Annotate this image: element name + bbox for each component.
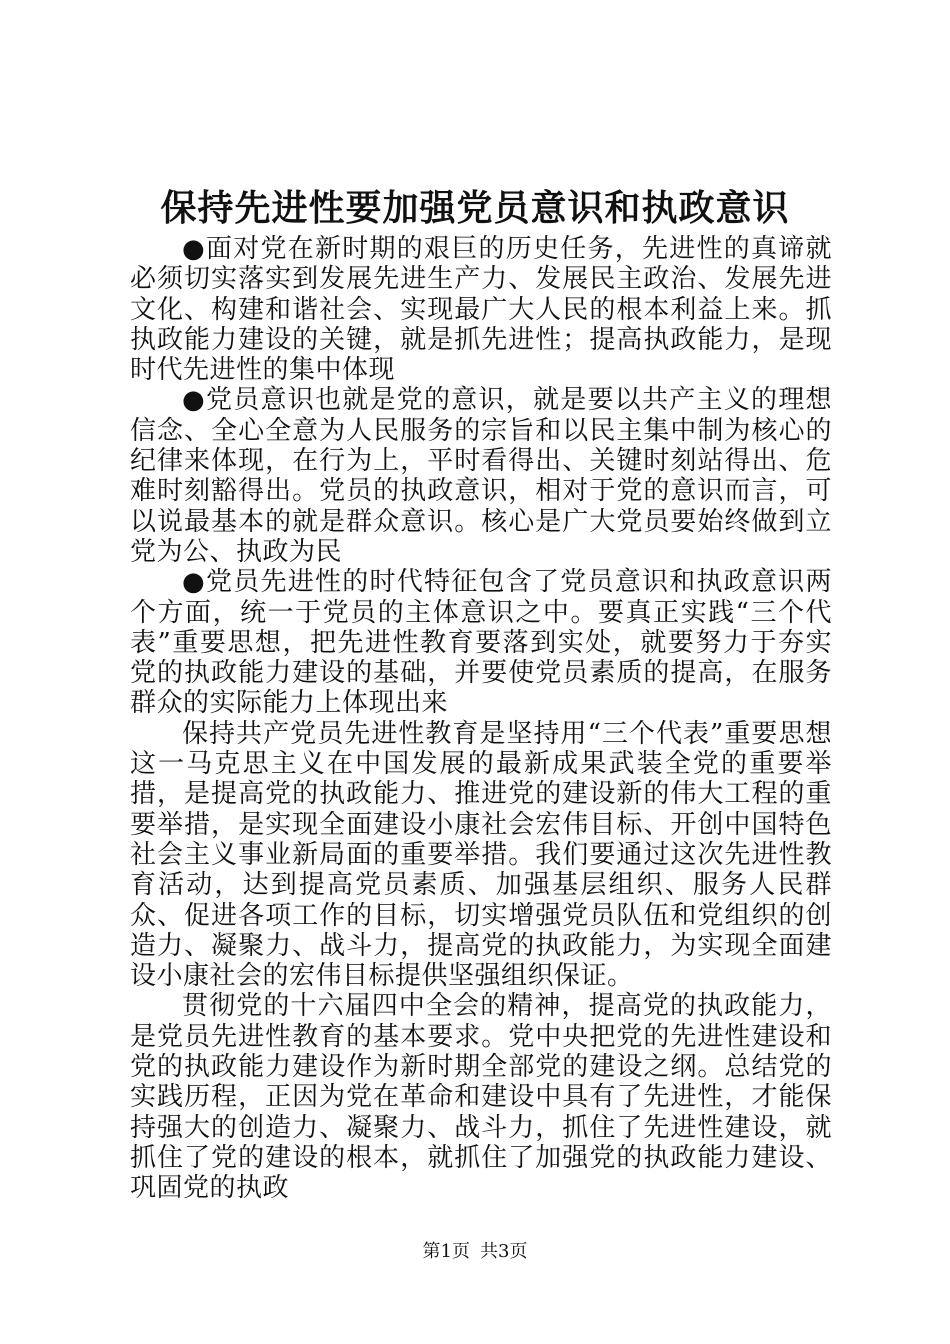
document-title: 保持先进性要加强党员意识和执政意识 [160, 187, 790, 229]
paragraph-4: 保持共产党员先进性教育是坚持用“三个代表”重要思想这一马克思主义在中国发展的最新成果武装全党的重要举措，是提高党的执政能力、推进党的建设新的伟大工程的重要举措，是实现全面建设小康社会宏伟目标、开创中国特色社会主义事业新局面的重要举措。我们要通过这次先进性教育活动，达到提高党员素质、加强基层组织、服务人民群众、促进各项工作的目标，切实增强党员队伍和党组织的创造力、凝聚力、战斗力，提高党的执政能力，为实现全面建设小康社会的宏伟目标提供坚强组织保证。 [130, 718, 832, 992]
paragraph-3: ●党员先进性的时代特征包含了党员意识和执政意识两个方面，统一于党员的主体意识之中。要真正实践“三个代表”重要思想，把先进性教育要落到实处，就要努力于夯实党的执政能力建设的基础，并要使党员素质的提高，在服务群众的实际能力上体现出来 [130, 567, 832, 719]
page-total: 共3页 [480, 1241, 528, 1262]
paragraph-5: 贯彻党的十六届四中全会的精神，提高党的执政能力，是党员先进性教育的基本要求。党中央把党的先进性建设和党的执政能力建设作为新时期全部党的建设之纲。总结党的实践历程，正因为党在革命和建设中具有了先进性，才能保持强大的创造力、凝聚力、战斗力，抓住了先进性建设，就抓住了党的建设的根本，就抓住了加强党的执政能力建设、巩固党的执政 [130, 991, 832, 1204]
paragraph-2: ●党员意识也就是党的意识，就是要以共产主义的理想信念、全心全意为人民服务的宗旨和以民主集中制为核心的纪律来体现，在行为上，平时看得出、关键时刻站得出、危难时刻豁得出。党员的执政意识，相对于党的意识而言，可以说最基本的就是群众意识。核心是广大党员要始终做到立党为公、执政为民 [130, 385, 832, 567]
document-body [130, 234, 832, 1204]
page-footer [0, 1240, 950, 1264]
paragraph-1: ●面对党在新时期的艰巨的历史任务，先进性的真谛就必须切实落实到发展先进生产力、发展民主政治、发展先进文化、构建和谐社会、实现最广大人民的根本利益上来。抓执政能力建设的关键，就是抓先进性；提高执政能力，是现时代先进性的集中体现 [130, 234, 832, 386]
page-number: 第1页 [422, 1241, 470, 1262]
